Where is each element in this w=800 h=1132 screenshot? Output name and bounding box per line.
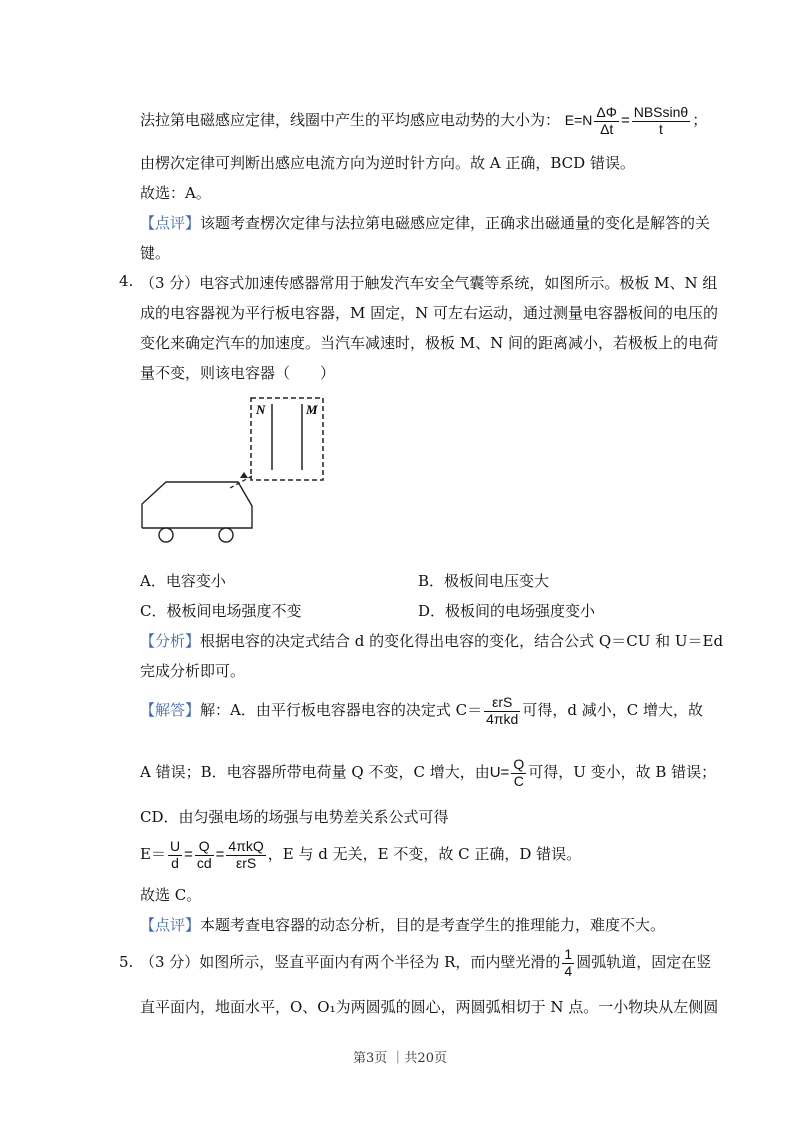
flux-fraction: $\frac{\Delta\Phi}{\Delta t}$ <box>596 104 617 137</box>
car-wheel-rear <box>219 528 233 542</box>
lenz-line: 由楞次定律可判断出感应电流方向为逆时针方向。故 A 正确，BCD 错误。 <box>140 154 635 172</box>
q-over-cd-fraction: $\frac{Q}{cd}$ <box>196 838 212 871</box>
solution-tag: 【解答】 <box>140 701 201 719</box>
option-d: D．极板间的电场强度变小 <box>418 602 596 620</box>
field-fraction: $\frac{\text{4πkQ}}{\text{εrS}}$ <box>228 838 264 871</box>
q4-number: 4. <box>119 272 134 290</box>
q4-line4: 量不变，则该电容器（ ） <box>140 364 336 382</box>
pointer-arrow <box>240 472 248 478</box>
emf-lhs: E=N <box>564 112 593 128</box>
solution-line3: CD．由匀强电场的场强与电势差关系公式可得 <box>140 808 449 826</box>
quarter-fraction: $\frac{1}{4}$ <box>564 946 573 979</box>
q5-number: 5. <box>119 953 134 971</box>
u-over-d-fraction: $\frac{U}{d}$ <box>169 838 181 871</box>
comment4-line: 【点评】本题考查电容器的动态分析，目的是考查学生的推理能力，难度不大。 <box>140 916 666 934</box>
page-footer: 第3页 ｜共20页 <box>353 1051 447 1066</box>
comment3-line1: 【点评】该题考查楞次定律与法拉第电磁感应定律，正确求出磁通量的变化是解答的关 <box>140 214 711 232</box>
solution-line2: A 错误；B．电容器所带电荷量 Q 不变，C 增大，由U= $\frac{Q}{C}$ 可得，U 变小，故 B 错误； <box>140 756 717 789</box>
option-a: A．电容变小 <box>140 572 226 590</box>
q4-line3: 变化来确定汽车的加速度。当汽车减速时，极板 M、N 间的距离减小，若极板上的电荷 <box>140 334 719 352</box>
option-b: B．极板间电压变大 <box>418 572 550 590</box>
option-c: C．极板间电场强度不变 <box>140 602 302 620</box>
choose-c: 故选 C。 <box>140 886 202 904</box>
comment4-tag: 【点评】 <box>140 916 201 934</box>
voltage-fraction: $\frac{Q}{C}$ <box>513 756 525 789</box>
q4-line2: 成的电容器视为平行板电容器，M 固定，N 可左右运动，通过测量电容器板间的电压的 <box>140 304 719 322</box>
label-m: M <box>306 402 318 417</box>
analysis-line1: 【分析】根据电容的决定式结合 d 的变化得出电容的变化，结合公式 Q＝CU 和 U＝Ed <box>140 632 724 650</box>
comment-tag: 【点评】 <box>140 214 201 232</box>
car-body <box>142 482 252 528</box>
solution-line4: E＝ $\frac{U}{d}$ = $\frac{Q}{cd}$ = $\frac{\text{4πkQ}}{\text{εrS}}$ ，E 与 d 无关，E 不变，故 C 正确，D 错误。 <box>140 838 582 871</box>
car-capacitor-figure <box>130 392 340 552</box>
solution-line1: 【解答】解：A．由平行板电容器电容的决定式 C＝ $\frac{\text{εrS}}{\text{4πkd}}$ 可得，d 减小，C 增大，故 <box>140 694 703 727</box>
q5-line1: （3 分）如图所示，竖直平面内有两个半径为 R，而内壁光滑的 $\frac{1}{4}$ 圆弧轨道，固定在竖 <box>140 946 712 979</box>
faraday-line: 法拉第电磁感应定律，线圈中产生的平均感应电动势的大小为： E=N $\frac{\Delta\Phi}{\Delta t}$ = $\frac{\text{NBSsinθ}}{t}$ ； <box>140 104 708 137</box>
q4-line1: （3 分）电容式加速传感器常用于触发汽车安全气囊等系统，如图所示。极板 M、N 组 <box>140 274 718 292</box>
capacitance-fraction: $\frac{\text{εrS}}{\text{4πkd}}$ <box>486 694 519 727</box>
label-n: N <box>256 402 266 417</box>
choose-a: 故选：A。 <box>140 184 211 202</box>
car-wheel-front <box>159 528 173 542</box>
comment3-line2: 键。 <box>140 244 171 262</box>
analysis-line2: 完成分析即可。 <box>140 662 246 680</box>
nbs-fraction: $\frac{\text{NBSsinθ}}{t}$ <box>633 104 689 137</box>
faraday-text: 法拉第电磁感应定律，线圈中产生的平均感应电动势的大小为： <box>140 111 561 129</box>
analysis-tag: 【分析】 <box>140 632 201 650</box>
q5-line2: 直平面内，地面水平，O、O₁为两圆弧的圆心，两圆弧相切于 N 点。一小物块从左侧圆 <box>140 998 719 1016</box>
